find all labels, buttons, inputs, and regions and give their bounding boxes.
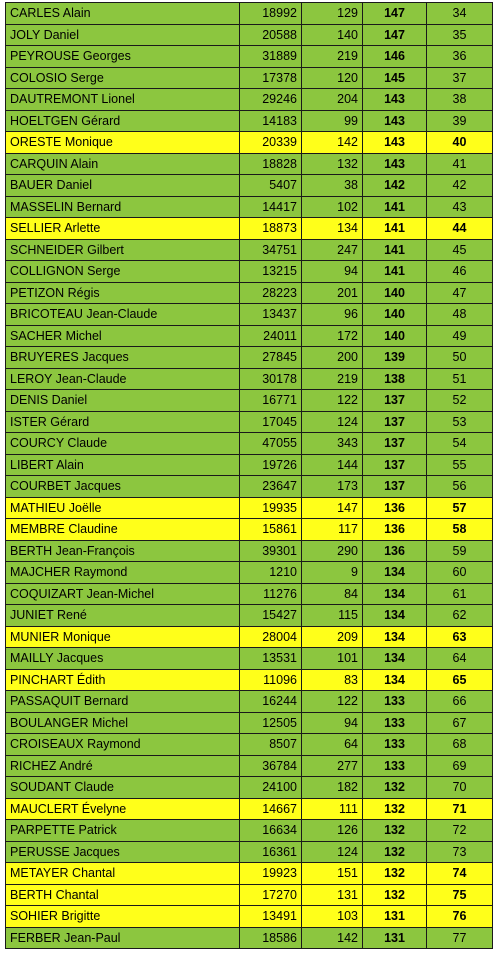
average-cell: 133 <box>363 734 427 756</box>
average-cell: 132 <box>363 841 427 863</box>
average-cell: 143 <box>363 89 427 111</box>
total-cell: 19923 <box>240 863 302 885</box>
count-cell: 247 <box>302 239 363 261</box>
table-row <box>6 175 493 197</box>
total-cell: 17378 <box>240 67 302 89</box>
table-row <box>6 540 493 562</box>
average-cell: 141 <box>363 196 427 218</box>
average-cell: 134 <box>363 669 427 691</box>
count-cell: 126 <box>302 820 363 842</box>
rank-cell: 39 <box>427 110 493 132</box>
rank-cell: 44 <box>427 218 493 240</box>
average-cell: 143 <box>363 153 427 175</box>
count-cell: 200 <box>302 347 363 369</box>
average-cell: 136 <box>363 497 427 519</box>
total-cell: 19726 <box>240 454 302 476</box>
total-cell: 31889 <box>240 46 302 68</box>
player-name-cell: PARPETTE Patrick <box>6 820 240 842</box>
rank-cell: 68 <box>427 734 493 756</box>
average-cell: 132 <box>363 863 427 885</box>
count-cell: 131 <box>302 884 363 906</box>
average-cell: 141 <box>363 218 427 240</box>
average-cell: 137 <box>363 454 427 476</box>
player-name-cell: SOHIER Brigitte <box>6 906 240 928</box>
total-cell: 30178 <box>240 368 302 390</box>
ranking-table <box>5 2 493 949</box>
rank-cell: 37 <box>427 67 493 89</box>
total-cell: 16771 <box>240 390 302 412</box>
player-name-cell: PERUSSE Jacques <box>6 841 240 863</box>
count-cell: 134 <box>302 218 363 240</box>
table-row <box>6 755 493 777</box>
average-cell: 137 <box>363 411 427 433</box>
count-cell: 9 <box>302 562 363 584</box>
average-cell: 141 <box>363 261 427 283</box>
player-name-cell: BRUYERES Jacques <box>6 347 240 369</box>
player-name-cell: BERTH Jean-François <box>6 540 240 562</box>
total-cell: 18873 <box>240 218 302 240</box>
player-name-cell: LEROY Jean-Claude <box>6 368 240 390</box>
total-cell: 1210 <box>240 562 302 584</box>
total-cell: 16634 <box>240 820 302 842</box>
table-row-highlighted <box>6 906 493 928</box>
count-cell: 151 <box>302 863 363 885</box>
table-row <box>6 648 493 670</box>
rank-cell: 55 <box>427 454 493 476</box>
table-row <box>6 325 493 347</box>
table-row <box>6 820 493 842</box>
rank-cell: 48 <box>427 304 493 326</box>
count-cell: 83 <box>302 669 363 691</box>
average-cell: 147 <box>363 24 427 46</box>
rank-cell: 53 <box>427 411 493 433</box>
player-name-cell: MAUCLERT Évelyne <box>6 798 240 820</box>
player-name-cell: COLLIGNON Serge <box>6 261 240 283</box>
player-name-cell: SCHNEIDER Gilbert <box>6 239 240 261</box>
table-row <box>6 454 493 476</box>
player-name-cell: MAJCHER Raymond <box>6 562 240 584</box>
total-cell: 28223 <box>240 282 302 304</box>
table-row-highlighted <box>6 863 493 885</box>
total-cell: 27845 <box>240 347 302 369</box>
count-cell: 290 <box>302 540 363 562</box>
player-name-cell: ORESTE Monique <box>6 132 240 154</box>
player-name-cell: DENIS Daniel <box>6 390 240 412</box>
rank-cell: 67 <box>427 712 493 734</box>
player-name-cell: COQUIZART Jean-Michel <box>6 583 240 605</box>
rank-cell: 52 <box>427 390 493 412</box>
total-cell: 8507 <box>240 734 302 756</box>
table-row <box>6 196 493 218</box>
rank-cell: 40 <box>427 132 493 154</box>
rank-cell: 47 <box>427 282 493 304</box>
average-cell: 140 <box>363 325 427 347</box>
count-cell: 84 <box>302 583 363 605</box>
table-row <box>6 46 493 68</box>
total-cell: 14183 <box>240 110 302 132</box>
player-name-cell: MAILLY Jacques <box>6 648 240 670</box>
average-cell: 142 <box>363 175 427 197</box>
player-name-cell: MATHIEU Joëlle <box>6 497 240 519</box>
table-row <box>6 368 493 390</box>
average-cell: 139 <box>363 347 427 369</box>
total-cell: 14667 <box>240 798 302 820</box>
table-row <box>6 841 493 863</box>
rank-cell: 75 <box>427 884 493 906</box>
table-row <box>6 239 493 261</box>
count-cell: 124 <box>302 841 363 863</box>
table-row <box>6 110 493 132</box>
player-name-cell: BOULANGER Michel <box>6 712 240 734</box>
count-cell: 140 <box>302 24 363 46</box>
count-cell: 144 <box>302 454 363 476</box>
total-cell: 19935 <box>240 497 302 519</box>
table-row-highlighted <box>6 626 493 648</box>
average-cell: 132 <box>363 777 427 799</box>
count-cell: 209 <box>302 626 363 648</box>
player-name-cell: SACHER Michel <box>6 325 240 347</box>
average-cell: 137 <box>363 476 427 498</box>
total-cell: 18586 <box>240 927 302 949</box>
rank-cell: 62 <box>427 605 493 627</box>
rank-cell: 63 <box>427 626 493 648</box>
total-cell: 18828 <box>240 153 302 175</box>
average-cell: 134 <box>363 626 427 648</box>
player-name-cell: RICHEZ André <box>6 755 240 777</box>
average-cell: 141 <box>363 239 427 261</box>
table-row-highlighted <box>6 218 493 240</box>
average-cell: 132 <box>363 884 427 906</box>
average-cell: 136 <box>363 540 427 562</box>
average-cell: 133 <box>363 755 427 777</box>
table-row <box>6 153 493 175</box>
count-cell: 94 <box>302 712 363 734</box>
table-row <box>6 562 493 584</box>
average-cell: 134 <box>363 605 427 627</box>
count-cell: 173 <box>302 476 363 498</box>
average-cell: 140 <box>363 304 427 326</box>
player-name-cell: PEYROUSE Georges <box>6 46 240 68</box>
rank-cell: 71 <box>427 798 493 820</box>
table-row <box>6 605 493 627</box>
total-cell: 24100 <box>240 777 302 799</box>
count-cell: 201 <box>302 282 363 304</box>
average-cell: 143 <box>363 110 427 132</box>
table-row <box>6 261 493 283</box>
average-cell: 147 <box>363 3 427 25</box>
rank-cell: 76 <box>427 906 493 928</box>
table-row <box>6 89 493 111</box>
player-name-cell: PETIZON Régis <box>6 282 240 304</box>
average-cell: 134 <box>363 583 427 605</box>
table-row <box>6 476 493 498</box>
rank-cell: 36 <box>427 46 493 68</box>
average-cell: 133 <box>363 712 427 734</box>
table-row <box>6 691 493 713</box>
player-name-cell: SELLIER Arlette <box>6 218 240 240</box>
player-name-cell: BERTH Chantal <box>6 884 240 906</box>
count-cell: 111 <box>302 798 363 820</box>
count-cell: 120 <box>302 67 363 89</box>
rank-cell: 64 <box>427 648 493 670</box>
count-cell: 277 <box>302 755 363 777</box>
player-name-cell: BRICOTEAU Jean-Claude <box>6 304 240 326</box>
table-row-highlighted <box>6 132 493 154</box>
player-name-cell: BAUER Daniel <box>6 175 240 197</box>
total-cell: 11096 <box>240 669 302 691</box>
table-row <box>6 433 493 455</box>
rank-cell: 57 <box>427 497 493 519</box>
total-cell: 29246 <box>240 89 302 111</box>
average-cell: 137 <box>363 433 427 455</box>
table-row <box>6 304 493 326</box>
total-cell: 15427 <box>240 605 302 627</box>
rank-cell: 60 <box>427 562 493 584</box>
table-row-highlighted <box>6 519 493 541</box>
count-cell: 147 <box>302 497 363 519</box>
player-name-cell: COURCY Claude <box>6 433 240 455</box>
player-name-cell: COURBET Jacques <box>6 476 240 498</box>
player-name-cell: METAYER Chantal <box>6 863 240 885</box>
average-cell: 134 <box>363 562 427 584</box>
total-cell: 23647 <box>240 476 302 498</box>
total-cell: 13531 <box>240 648 302 670</box>
player-name-cell: JOLY Daniel <box>6 24 240 46</box>
table-row-highlighted <box>6 798 493 820</box>
count-cell: 99 <box>302 110 363 132</box>
total-cell: 17045 <box>240 411 302 433</box>
average-cell: 146 <box>363 46 427 68</box>
player-name-cell: COLOSIO Serge <box>6 67 240 89</box>
total-cell: 28004 <box>240 626 302 648</box>
rank-cell: 59 <box>427 540 493 562</box>
average-cell: 132 <box>363 798 427 820</box>
rank-cell: 38 <box>427 89 493 111</box>
count-cell: 124 <box>302 411 363 433</box>
total-cell: 18992 <box>240 3 302 25</box>
player-name-cell: CROISEAUX Raymond <box>6 734 240 756</box>
player-name-cell: PASSAQUIT Bernard <box>6 691 240 713</box>
total-cell: 20588 <box>240 24 302 46</box>
rank-cell: 66 <box>427 691 493 713</box>
average-cell: 145 <box>363 67 427 89</box>
table-row-highlighted <box>6 669 493 691</box>
total-cell: 34751 <box>240 239 302 261</box>
table-row <box>6 777 493 799</box>
total-cell: 16361 <box>240 841 302 863</box>
rank-cell: 70 <box>427 777 493 799</box>
count-cell: 64 <box>302 734 363 756</box>
count-cell: 103 <box>302 906 363 928</box>
table-row <box>6 67 493 89</box>
table-row-highlighted <box>6 497 493 519</box>
rank-cell: 54 <box>427 433 493 455</box>
total-cell: 5407 <box>240 175 302 197</box>
total-cell: 11276 <box>240 583 302 605</box>
player-name-cell: HOELTGEN Gérard <box>6 110 240 132</box>
player-name-cell: JUNIET René <box>6 605 240 627</box>
player-name-cell: MUNIER Monique <box>6 626 240 648</box>
table-row <box>6 282 493 304</box>
rank-cell: 51 <box>427 368 493 390</box>
average-cell: 134 <box>363 648 427 670</box>
player-name-cell: LIBERT Alain <box>6 454 240 476</box>
total-cell: 47055 <box>240 433 302 455</box>
table-row <box>6 390 493 412</box>
count-cell: 117 <box>302 519 363 541</box>
total-cell: 20339 <box>240 132 302 154</box>
count-cell: 122 <box>302 691 363 713</box>
average-cell: 136 <box>363 519 427 541</box>
count-cell: 94 <box>302 261 363 283</box>
rank-cell: 49 <box>427 325 493 347</box>
rank-cell: 45 <box>427 239 493 261</box>
table-row <box>6 411 493 433</box>
table-row <box>6 927 493 949</box>
count-cell: 142 <box>302 927 363 949</box>
total-cell: 24011 <box>240 325 302 347</box>
count-cell: 219 <box>302 46 363 68</box>
rank-cell: 65 <box>427 669 493 691</box>
count-cell: 204 <box>302 89 363 111</box>
total-cell: 39301 <box>240 540 302 562</box>
player-name-cell: CARQUIN Alain <box>6 153 240 175</box>
player-name-cell: MASSELIN Bernard <box>6 196 240 218</box>
table-row <box>6 583 493 605</box>
player-name-cell: SOUDANT Claude <box>6 777 240 799</box>
rank-cell: 74 <box>427 863 493 885</box>
rank-cell: 73 <box>427 841 493 863</box>
average-cell: 143 <box>363 132 427 154</box>
rank-cell: 41 <box>427 153 493 175</box>
player-name-cell: ISTER Gérard <box>6 411 240 433</box>
count-cell: 102 <box>302 196 363 218</box>
table-row <box>6 712 493 734</box>
count-cell: 132 <box>302 153 363 175</box>
count-cell: 122 <box>302 390 363 412</box>
rank-cell: 50 <box>427 347 493 369</box>
rank-cell: 77 <box>427 927 493 949</box>
average-cell: 131 <box>363 906 427 928</box>
count-cell: 343 <box>302 433 363 455</box>
rank-cell: 58 <box>427 519 493 541</box>
average-cell: 133 <box>363 691 427 713</box>
rank-cell: 56 <box>427 476 493 498</box>
total-cell: 13491 <box>240 906 302 928</box>
average-cell: 140 <box>363 282 427 304</box>
count-cell: 142 <box>302 132 363 154</box>
count-cell: 219 <box>302 368 363 390</box>
rank-cell: 43 <box>427 196 493 218</box>
rank-cell: 46 <box>427 261 493 283</box>
table-row <box>6 734 493 756</box>
rank-cell: 69 <box>427 755 493 777</box>
rank-cell: 34 <box>427 3 493 25</box>
rank-cell: 35 <box>427 24 493 46</box>
total-cell: 13437 <box>240 304 302 326</box>
count-cell: 172 <box>302 325 363 347</box>
table-row-highlighted <box>6 884 493 906</box>
total-cell: 17270 <box>240 884 302 906</box>
player-name-cell: CARLES Alain <box>6 3 240 25</box>
player-name-cell: MEMBRE Claudine <box>6 519 240 541</box>
average-cell: 138 <box>363 368 427 390</box>
count-cell: 115 <box>302 605 363 627</box>
count-cell: 96 <box>302 304 363 326</box>
total-cell: 16244 <box>240 691 302 713</box>
rank-cell: 42 <box>427 175 493 197</box>
player-name-cell: PINCHART Édith <box>6 669 240 691</box>
total-cell: 13215 <box>240 261 302 283</box>
average-cell: 137 <box>363 390 427 412</box>
player-name-cell: DAUTREMONT Lionel <box>6 89 240 111</box>
average-cell: 131 <box>363 927 427 949</box>
count-cell: 38 <box>302 175 363 197</box>
total-cell: 36784 <box>240 755 302 777</box>
table-row <box>6 347 493 369</box>
ranking-table-body <box>6 3 493 949</box>
count-cell: 129 <box>302 3 363 25</box>
player-name-cell: FERBER Jean-Paul <box>6 927 240 949</box>
total-cell: 15861 <box>240 519 302 541</box>
rank-cell: 61 <box>427 583 493 605</box>
total-cell: 14417 <box>240 196 302 218</box>
average-cell: 132 <box>363 820 427 842</box>
table-row <box>6 24 493 46</box>
table-row <box>6 3 493 25</box>
total-cell: 12505 <box>240 712 302 734</box>
count-cell: 182 <box>302 777 363 799</box>
count-cell: 101 <box>302 648 363 670</box>
rank-cell: 72 <box>427 820 493 842</box>
